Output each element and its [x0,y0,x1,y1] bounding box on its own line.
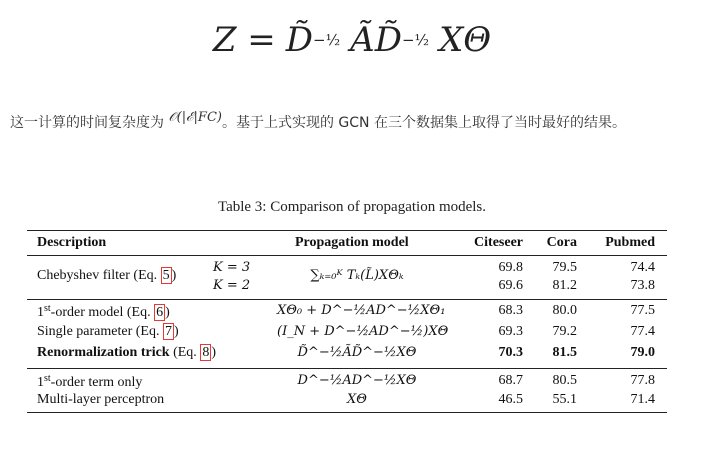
equation-ref-link[interactable]: 5 [162,268,170,283]
row-desc-prefix: 1 [37,305,44,320]
group-rule [27,368,667,369]
formula-d2: D̃ [374,20,402,60]
row-cora: 79.5 [552,260,577,275]
header-pubmed: Pubmed [605,235,655,250]
group-rule [27,299,667,300]
row-desc-end: ) [171,268,177,283]
row-k-value: K = 3 [213,260,251,275]
row-pubmed: 73.8 [630,278,655,293]
paragraph-before: 这一计算的时间复杂度为 [10,115,169,131]
gcn-formula [0,0,704,80]
row-pubmed: 74.4 [630,260,655,275]
row-pubmed: 77.4 [630,324,655,339]
row-description [37,373,142,391]
row-propagation: D̃^−½ÃD̃^−½XΘ [297,345,417,360]
row-k-value: K = 2 [213,278,251,293]
row-desc-superscript: st [44,303,51,314]
row-description [37,392,164,408]
row-propagation: XΘ [347,392,367,407]
row-desc-text: -order model (Eq. [50,305,155,320]
table-caption: Table 3: Comparison of propagation models. [217,199,487,215]
row-citeseer: 69.3 [498,324,523,339]
complexity-expression: 𝒪(|ℰ|FC) [168,110,222,125]
row-propagation: XΘ₀ + D^−½AD^−½XΘ₁ [277,303,446,318]
table-header-row [27,235,667,253]
row-citeseer: 68.3 [498,303,523,318]
table-row [27,392,667,410]
header-citeseer: Citeseer [474,235,523,250]
row-desc-end: ) [165,305,170,320]
row-desc-end: ) [173,324,179,339]
row-desc-text: -order term only [50,375,143,390]
table-bottom-rule [27,412,667,413]
row-cora: 55.1 [552,392,577,407]
row-desc-end: ) [211,345,216,360]
row-pubmed: 71.4 [630,392,655,407]
row-description [37,324,179,340]
header-rule [27,255,667,256]
row-cora: 80.0 [552,303,577,318]
row-propagation: ∑ₖ₌₀ᴷ Tₖ(L̃)XΘₖ [310,268,404,283]
table-row [27,324,667,342]
equation-ref-link[interactable]: 6 [156,305,164,320]
equation-ref-link[interactable]: 7 [164,324,172,339]
formula-lhs: Z = [212,20,276,60]
row-cora: 79.2 [552,324,577,339]
row-pubmed: 79.0 [630,345,655,360]
row-desc-text: Chebyshev filter (Eq. [37,268,161,283]
formula-exp1: −½ [313,31,341,49]
row-desc-superscript: st [44,373,51,384]
table-row [27,278,667,296]
row-desc-text: Single parameter (Eq. [37,324,163,339]
row-desc-text: (Eq. [169,345,201,360]
header-propagation: Propagation model [295,235,409,250]
complexity-paragraph [10,103,690,138]
row-desc-prefix: 1 [37,375,44,390]
formula-a: Ã [350,20,375,60]
row-propagation: D^−½AD^−½XΘ [297,373,417,388]
row-description [37,345,216,361]
row-cora: 81.5 [552,345,577,360]
row-citeseer: 70.3 [498,345,523,360]
row-pubmed: 77.8 [630,373,655,388]
table-row [27,260,667,283]
header-description: Description [37,235,107,250]
table-top-rule [27,230,667,231]
formula-tail: XΘ [439,20,492,60]
table-row [27,303,667,321]
row-citeseer: 46.5 [498,392,523,407]
row-description [37,303,170,321]
table-row-highlight [27,345,667,363]
row-desc-bold-text: Renormalization trick [37,345,170,360]
formula-exp2: −½ [401,31,430,49]
row-citeseer: 68.7 [498,373,523,388]
equation-ref-link[interactable]: 8 [202,345,210,360]
row-pubmed: 77.5 [630,303,655,318]
row-citeseer: 69.6 [498,278,523,293]
paragraph-after: 。基于上式实现的 GCN 在三个数据集上取得了当时最好的结果。 [221,115,626,131]
row-cora: 80.5 [552,373,577,388]
row-citeseer: 69.8 [498,260,523,275]
header-cora: Cora [546,235,577,250]
table-row [27,373,667,391]
row-cora: 81.2 [552,278,577,293]
row-propagation: (I_N + D^−½AD^−½)XΘ [277,324,449,339]
row-desc-text: Multi-layer perceptron [37,392,165,407]
formula-d1: D̃ [285,20,314,60]
